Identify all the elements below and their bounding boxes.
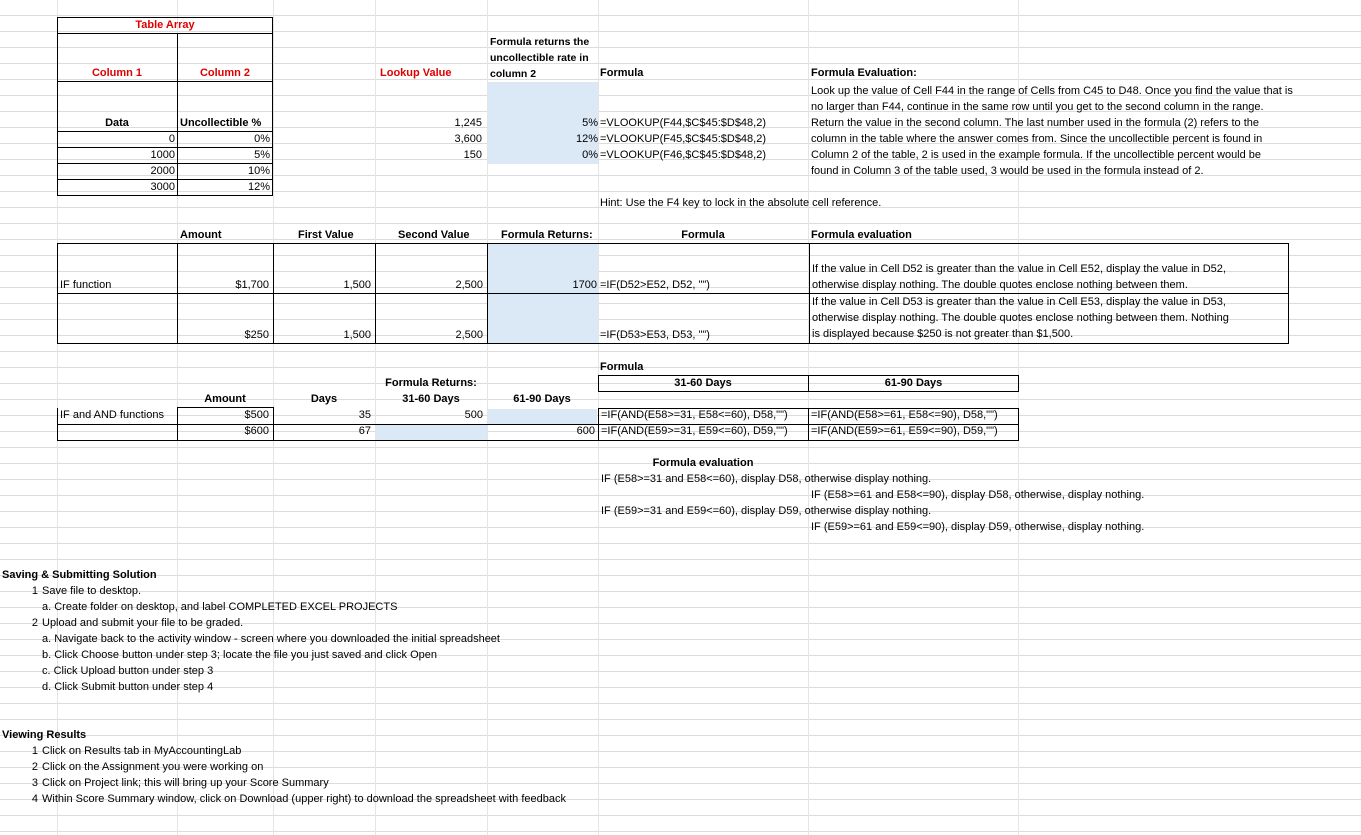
result-31-60-cell[interactable]: 500 bbox=[464, 409, 483, 421]
gridline-row bbox=[0, 447, 1361, 448]
lookup-value-cell[interactable]: 150 bbox=[463, 149, 482, 161]
amount-header: Amount bbox=[204, 393, 246, 405]
evaluation-line: IF (E58>=61 and E58<=90), display D58, otherwise, display nothing. bbox=[811, 489, 1145, 501]
formula-header: Formula bbox=[681, 229, 725, 241]
first-value-cell[interactable]: 1,500 bbox=[343, 279, 371, 291]
days-cell[interactable]: 67 bbox=[358, 425, 371, 437]
amount-cell[interactable]: $1,700 bbox=[235, 279, 269, 291]
gridline-row bbox=[0, 527, 1361, 528]
gridline-row bbox=[0, 831, 1361, 832]
table-data-value[interactable]: 2000 bbox=[150, 165, 175, 177]
table-pct-value[interactable]: 0% bbox=[254, 133, 270, 145]
step-text: Click on Results tab in MyAccountingLab bbox=[42, 745, 242, 757]
formula-31-60-text[interactable]: =IF(AND(E59>=31, E59<=60), D59,"") bbox=[601, 425, 788, 437]
evaluation-line: IF (E58>=31 and E58<=60), display D58, otherwise display nothing. bbox=[601, 473, 932, 485]
substep-text: a. Navigate back to the activity window - screen where you downloaded the initial spreadsheet bbox=[42, 633, 500, 645]
formula-evaluation-header: Formula evaluation bbox=[652, 457, 754, 469]
first-value-header: First Value bbox=[298, 229, 354, 241]
gridline-row bbox=[0, 15, 1361, 16]
step-number: 3 bbox=[31, 777, 38, 789]
formula-61-90-header: 61-90 Days bbox=[884, 377, 943, 389]
step-number: 1 bbox=[31, 745, 38, 757]
step-text: Upload and submit your file to be graded. bbox=[42, 617, 244, 629]
lookup-value-header: Lookup Value bbox=[380, 67, 452, 79]
formula-result-cell[interactable]: 1700 bbox=[572, 279, 597, 291]
step-text: Within Score Summary window, click on Download (upper right) to download the spreadsheet with feedback bbox=[42, 793, 566, 805]
step-text: Click on the Assignment you were working on bbox=[42, 761, 264, 773]
evaluation-line: IF (E59>=61 and E59<=90), display D59, otherwise, display nothing. bbox=[811, 521, 1145, 533]
evaluation-line: Column 2 of the table, 2 is used in the example formula. If the uncollectible percent would be bbox=[811, 149, 1262, 161]
substep-text: b. Click Choose button under step 3; locate the file you just saved and click Open bbox=[42, 649, 438, 661]
formula-result-cell[interactable]: 5% bbox=[582, 117, 598, 129]
if-and-label: IF and AND functions bbox=[60, 409, 164, 421]
evaluation-line: otherwise display nothing. The double quotes enclose nothing between them. Nothing bbox=[812, 312, 1229, 324]
formula-result-highlight bbox=[488, 409, 597, 424]
lookup-value-cell[interactable]: 1,245 bbox=[454, 117, 482, 129]
second-value-cell[interactable]: 2,500 bbox=[455, 329, 483, 341]
gridline-row bbox=[0, 367, 1361, 368]
formula-31-60-header: 31-60 Days bbox=[674, 377, 732, 389]
evaluation-line: found in Column 3 of the table used, 3 would be used in the formula instead of 2. bbox=[811, 165, 1204, 177]
amount-header: Amount bbox=[180, 229, 222, 241]
formula-result-cell[interactable]: 12% bbox=[575, 133, 598, 145]
amount-cell[interactable]: $250 bbox=[244, 329, 269, 341]
evaluation-line: otherwise display nothing. The double quotes enclose nothing between them. bbox=[812, 279, 1188, 291]
substep-text: c. Click Upload button under step 3 bbox=[42, 665, 214, 677]
evaluation-line: Return the value in the second column. The last number used in the formula (2) refers to the bbox=[811, 117, 1259, 129]
formula-header: Formula bbox=[600, 67, 644, 79]
formula-header: Formula bbox=[600, 361, 644, 373]
step-number: 1 bbox=[31, 585, 38, 597]
viewing-section-title: Viewing Results bbox=[2, 729, 87, 741]
formula-text[interactable]: =VLOOKUP(F45,$C$45:$D$48,2) bbox=[600, 133, 767, 145]
data-label: Data bbox=[105, 117, 129, 129]
amount-cell[interactable]: $600 bbox=[244, 425, 269, 437]
gridline-row bbox=[0, 719, 1361, 720]
second-value-header: Second Value bbox=[398, 229, 470, 241]
table-data-value[interactable]: 1000 bbox=[150, 149, 175, 161]
result-61-90-cell[interactable]: 600 bbox=[576, 425, 595, 437]
step-number: 2 bbox=[31, 761, 38, 773]
step-text: Click on Project link; this will bring up your Score Summary bbox=[42, 777, 329, 789]
amount-cell[interactable]: $500 bbox=[244, 409, 269, 421]
column-1-header: Column 1 bbox=[91, 67, 143, 79]
evaluation-line: IF (E59>=31 and E59<=60), display D59, otherwise display nothing. bbox=[601, 505, 932, 517]
gridline-row bbox=[0, 223, 1361, 224]
evaluation-line: no larger than F44, continue in the same row until you get to the second column in the range. bbox=[811, 101, 1264, 113]
substep-text: a. Create folder on desktop, and label COMPLETED EXCEL PROJECTS bbox=[42, 601, 398, 613]
formula-result-cell[interactable]: 0% bbox=[582, 149, 598, 161]
gridline-row bbox=[0, 351, 1361, 352]
evaluation-line: If the value in Cell D53 is greater than the value in Cell E53, display the value in D53, bbox=[812, 296, 1226, 308]
formula-text[interactable]: =VLOOKUP(F46,$C$45:$D$48,2) bbox=[600, 149, 767, 161]
formula-61-90-text[interactable]: =IF(AND(E59>=61, E59<=90), D59,"") bbox=[811, 425, 998, 437]
gridline-row bbox=[0, 575, 1361, 576]
days-cell[interactable]: 35 bbox=[358, 409, 371, 421]
table-array-title: Table Array bbox=[135, 19, 195, 31]
saving-section-title: Saving & Submitting Solution bbox=[2, 569, 157, 581]
gridline-row bbox=[0, 735, 1361, 736]
table-data-value[interactable]: 3000 bbox=[150, 181, 175, 193]
if-function-label: IF function bbox=[60, 279, 112, 291]
formula-result-highlight bbox=[376, 425, 487, 440]
gridline-row bbox=[0, 559, 1361, 560]
table-pct-value[interactable]: 10% bbox=[247, 165, 270, 177]
second-value-cell[interactable]: 2,500 bbox=[455, 279, 483, 291]
step-number: 4 bbox=[31, 793, 38, 805]
table-pct-value[interactable]: 12% bbox=[247, 181, 270, 193]
days-61-90-header: 61-90 Days bbox=[513, 393, 571, 405]
evaluation-line: Look up the value of Cell F44 in the range of Cells from C45 to D48. Once you find the value that is bbox=[811, 85, 1293, 97]
gridline-row bbox=[0, 495, 1361, 496]
hint-text: Hint: Use the F4 key to lock in the absolute cell reference. bbox=[600, 197, 882, 209]
table-pct-value[interactable]: 5% bbox=[254, 149, 270, 161]
evaluation-line: column in the table where the answer comes from. Since the uncollectible percent is found in bbox=[811, 133, 1263, 145]
formula-evaluation-header: Formula Evaluation: bbox=[811, 67, 917, 79]
formula-text[interactable]: =IF(D53>E53, D53, "") bbox=[600, 329, 710, 341]
formula-61-90-text[interactable]: =IF(AND(E58>=61, E58<=90), D58,"") bbox=[811, 409, 998, 421]
days-31-60-header: 31-60 Days bbox=[402, 393, 460, 405]
step-number: 2 bbox=[31, 617, 38, 629]
step-text: Save file to desktop. bbox=[42, 585, 142, 597]
formula-evaluation-header: Formula evaluation bbox=[811, 229, 912, 241]
days-header: Days bbox=[310, 393, 338, 405]
substep-text: d. Click Submit button under step 4 bbox=[42, 681, 214, 693]
column-2-header: Column 2 bbox=[199, 67, 251, 79]
gridline-row bbox=[0, 591, 1361, 592]
formula-returns-header: Formula Returns: bbox=[385, 377, 477, 389]
formula-31-60-text[interactable]: =IF(AND(E58>=31, E58<=60), D58,"") bbox=[601, 409, 788, 421]
first-value-cell[interactable]: 1,500 bbox=[343, 329, 371, 341]
lookup-value-cell[interactable]: 3,600 bbox=[454, 133, 482, 145]
table-data-value[interactable]: 0 bbox=[168, 133, 175, 145]
evaluation-line: If the value in Cell D52 is greater than the value in Cell E52, display the value in D52, bbox=[812, 263, 1226, 275]
gridline-row bbox=[0, 543, 1361, 544]
gridline-row bbox=[0, 703, 1361, 704]
evaluation-line: is displayed because $250 is not greater than $1,500. bbox=[812, 328, 1074, 340]
uncollectible-label: Uncollectible % bbox=[180, 117, 262, 129]
formula-text[interactable]: =VLOOKUP(F44,$C$45:$D$48,2) bbox=[600, 117, 767, 129]
gridline-row bbox=[0, 815, 1361, 816]
formula-text[interactable]: =IF(D52>E52, D52, "") bbox=[600, 279, 710, 291]
formula-returns-header: Formula Returns: bbox=[501, 229, 593, 241]
formula-returns-header: Formula returns the uncollectible rate in column 2 bbox=[490, 36, 590, 80]
